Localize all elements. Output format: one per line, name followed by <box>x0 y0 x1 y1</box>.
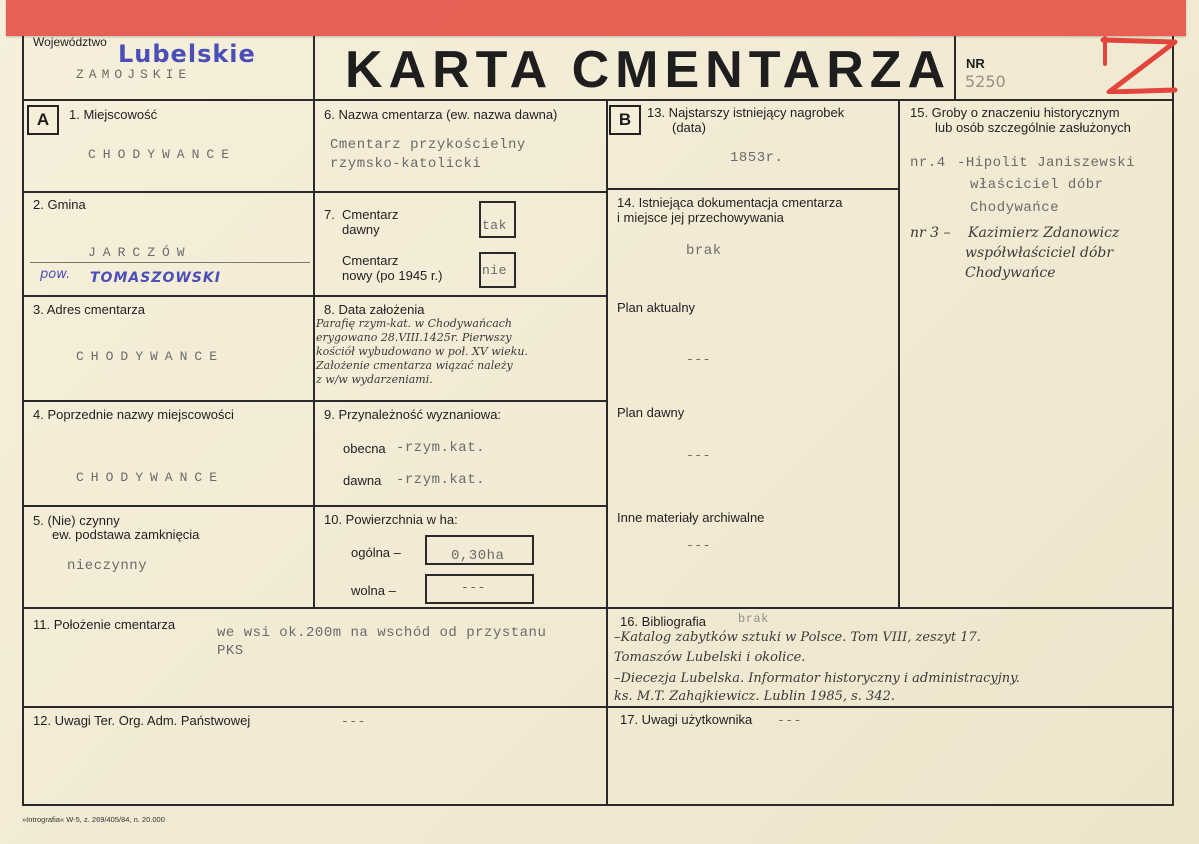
ogolna-label: ogólna – <box>351 545 401 560</box>
bibliography-line-3: –Diecezja Lubelska. Informator historyczny i administracyjny. <box>614 671 1020 686</box>
nowy-value: nie <box>482 263 507 278</box>
row-rule-11 <box>22 607 1174 609</box>
wolna-label: wolna – <box>351 583 396 598</box>
field-15-sublabel: lub osób szczególnie zasłużonych <box>935 120 1131 135</box>
frame-right <box>1172 36 1174 806</box>
field-11-label: 11. Położenie cmentarza <box>33 617 176 632</box>
field-12-label: 12. Uwagi Ter. Org. Adm. Państwowej <box>33 713 251 728</box>
frame-bottom <box>22 804 1174 806</box>
bibliography-line-4: ks. M.T. Zahajkiewicz. Lublin 1985, s. 342. <box>614 689 896 704</box>
section-a-badge: A <box>27 105 59 135</box>
powiat-label: pow. <box>40 267 71 282</box>
card-title: KARTA CMENTARZA <box>345 41 952 99</box>
row-rule-6 <box>313 191 607 193</box>
field-13-value: 1853r. <box>730 150 784 166</box>
field-6-value-1: Cmentarz przykościelny <box>330 137 526 153</box>
row-rule-9 <box>313 505 607 507</box>
pow-underline <box>30 262 310 263</box>
plan-aktualny-label: Plan aktualny <box>617 300 696 315</box>
field-14-sublabel: i miejsce jej przechowywania <box>617 210 784 225</box>
field-14-value: brak <box>686 243 722 259</box>
field-10-label: 10. Powierzchnia w ha: <box>324 512 458 527</box>
field-2-label: 2. Gmina <box>33 197 86 212</box>
field-7-nowy-label: Cmentarz <box>342 253 399 268</box>
section-b-badge: B <box>609 105 641 135</box>
field-7-nowy-sublabel: nowy (po 1945 r.) <box>342 268 443 283</box>
col-divider-b <box>898 100 900 608</box>
plan-aktualny-value: --- <box>686 352 711 367</box>
header-divider-1 <box>313 36 315 100</box>
nr-label: NR <box>966 56 985 71</box>
field-16-label: 16. Bibliografia <box>620 614 706 629</box>
wojewodztwo-stamp: Lubelskie <box>118 40 256 68</box>
field-9-obecna-label: obecna <box>343 441 386 456</box>
header-divider-2 <box>954 36 956 100</box>
field-1-label: 1. Miejscowość <box>69 107 158 122</box>
field-2-value: JARCZÓW <box>88 245 192 260</box>
wojewodztwo-label: Województwo <box>33 35 107 49</box>
field-13-label: 13. Najstarszy istniejący nagrobek <box>647 105 845 120</box>
frame-left <box>22 36 24 806</box>
grave-2-line-2: współwłaściciel dóbr <box>965 245 1114 261</box>
wolna-value: --- <box>461 580 486 595</box>
field-8-line-3: kościół wybudowano w poł. XV wieku. <box>316 345 528 358</box>
field-16-overlap: brak <box>738 612 769 626</box>
grave-1-line-1: -Hipolit Janiszewski <box>957 155 1136 171</box>
field-8-line-1: Parafię rzym-kat. w Chodywańcach <box>316 317 512 330</box>
row-rule-12 <box>22 706 1174 708</box>
grave-1-number: nr.4 <box>910 155 946 171</box>
grave-1-line-2: właściciel dóbr <box>970 177 1104 193</box>
row-rule-1 <box>22 191 314 193</box>
field-8-line-2: erygowano 28.VIII.1425r. Pierwszy <box>316 331 512 344</box>
field-9-dawna-value: -rzym.kat. <box>396 472 486 488</box>
ogolna-value: 0,30ha <box>451 548 505 564</box>
field-5-label: 5. (Nie) czynny <box>33 513 120 528</box>
field-8-label: 8. Data założenia <box>324 302 425 317</box>
field-1-value: CHODYWANCE <box>88 147 237 162</box>
plan-dawny-label: Plan dawny <box>617 405 685 420</box>
field-7-dawny-label: Cmentarz <box>342 207 399 222</box>
field-8-line-5: z w/w wydarzeniami. <box>316 373 433 386</box>
col-divider-mid <box>606 100 608 804</box>
bibliography-line-2: Tomaszów Lubelski i okolice. <box>614 650 806 665</box>
row-rule-3 <box>22 400 314 402</box>
field-11-value-1: we wsi ok.200m na wschód od przystanu <box>217 625 547 641</box>
field-7-dawny-sublabel: dawny <box>342 222 380 237</box>
field-9-label: 9. Przynależność wyznaniowa: <box>324 407 502 422</box>
field-9-dawna-label: dawna <box>343 473 382 488</box>
field-17-label: 17. Uwagi użytkownika <box>620 712 753 727</box>
field-15-label: 15. Groby o znaczeniu historycznym <box>910 105 1120 120</box>
nr-value: 5250 <box>965 72 1006 91</box>
field-3-label: 3. Adres cmentarza <box>33 302 145 317</box>
field-9-obecna-value: -rzym.kat. <box>396 440 486 456</box>
plan-dawny-value: --- <box>686 448 711 463</box>
inne-materialy-value: --- <box>686 538 711 553</box>
row-rule-8 <box>313 400 607 402</box>
field-14-label: 14. Istniejąca dokumentacja cmentarza <box>617 195 843 210</box>
field-13-sublabel: (data) <box>672 120 706 135</box>
field-6-label: 6. Nazwa cmentarza (ew. nazwa dawna) <box>324 107 558 122</box>
grave-2-line-3: Chodywańce <box>965 265 1056 281</box>
row-rule-13 <box>606 188 900 190</box>
field-4-value: CHODYWANCE <box>76 470 225 485</box>
print-imprint: »Intrografia« W-5, z. 269/405/84, n. 20.000 <box>22 815 165 824</box>
field-4-label: 4. Poprzednie nazwy miejscowości <box>33 407 234 422</box>
row-rule-2 <box>22 295 314 297</box>
field-11-value-2: PKS <box>217 643 244 659</box>
grave-2-number: nr 3 – <box>910 225 951 241</box>
red-marker-mark <box>1095 34 1185 94</box>
red-tape-strip <box>6 0 1186 36</box>
bibliography-line-1: –Katalog zabytków sztuki w Polsce. Tom VIII, zeszyt 17. <box>614 630 981 645</box>
field-17-value: --- <box>777 713 802 728</box>
dawny-value: tak <box>482 218 507 233</box>
field-7-label: 7. <box>324 207 335 222</box>
row-rule-7 <box>313 295 607 297</box>
row-rule-4 <box>22 505 314 507</box>
grave-1-line-3: Chodywańce <box>970 200 1060 216</box>
field-6-value-2: rzymsko-katolicki <box>330 156 482 172</box>
field-8-line-4: Założenie cmentarza wiązać należy <box>316 359 513 372</box>
wojewodztwo-old: ZAMOJSKIE <box>76 67 192 82</box>
field-3-value: CHODYWANCE <box>76 349 225 364</box>
field-12-value: --- <box>341 714 366 729</box>
inne-materialy-label: Inne materiały archiwalne <box>617 510 765 525</box>
field-5-value: nieczynny <box>67 558 148 574</box>
field-5-sublabel: ew. podstawa zamknięcia <box>52 527 200 542</box>
grave-2-line-1: Kazimierz Zdanowicz <box>968 225 1120 241</box>
col-divider-a <box>313 100 315 608</box>
powiat-stamp: TOMASZOWSKI <box>90 270 221 286</box>
